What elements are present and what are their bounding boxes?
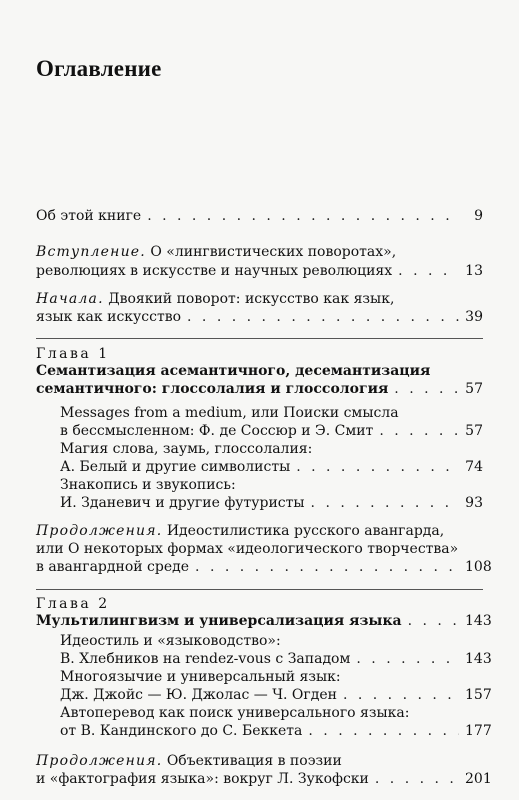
toc-entry-intro-line1[interactable] xyxy=(36,243,483,261)
toc-entry-title: в авангардной среде xyxy=(36,559,190,575)
subsection-line1[interactable]: Идеостиль и «языководство»: xyxy=(60,633,281,649)
chapter-label: Глава 1 xyxy=(36,346,110,362)
page-number: 9 xyxy=(474,208,483,224)
page-number: 177 xyxy=(465,723,492,739)
dot-leader xyxy=(379,422,459,440)
toc-entry-title: Двоякий поворот: искусство как язык, xyxy=(108,291,395,307)
dot-leader xyxy=(398,262,459,280)
toc-entry-title: или О некоторых формах «идеологического творчества» xyxy=(36,541,459,557)
page-number: 201 xyxy=(465,771,492,787)
section-label: Продолжения. xyxy=(36,753,163,769)
page-number: 93 xyxy=(465,495,483,511)
dot-leader xyxy=(296,458,459,476)
subsection-line2[interactable]: в бессмысленном: Ф. де Соссюр и Э. Смит . . . 57 xyxy=(60,422,483,440)
page-number: 57 xyxy=(465,381,483,397)
subsection-line2[interactable]: В. Хлебников на rendez-vous с Западом . . . 143 xyxy=(60,650,483,668)
toc-entry-title: язык как искусство xyxy=(36,309,182,325)
toc-entry-continuation-line1[interactable] xyxy=(36,522,483,540)
toc-entry-beginnings-line1[interactable] xyxy=(36,290,483,308)
section-label: Вступление. xyxy=(36,244,146,260)
toc-entry-continuation-line2[interactable] xyxy=(36,540,483,558)
subsection-line1[interactable]: Знакопись и звукопись: xyxy=(60,477,236,493)
dot-leader xyxy=(343,686,459,704)
subsection-line1[interactable]: Магия слова, заумь, глоссолалия: xyxy=(60,441,313,457)
divider xyxy=(36,338,483,339)
chapter-title-line1[interactable]: Семантизация асемантичного, десемантизация xyxy=(36,363,431,379)
toc-entry-continuation-line1[interactable] xyxy=(36,752,483,770)
toc-entry-continuation-line3[interactable] xyxy=(36,558,492,576)
page-number: 143 xyxy=(465,651,492,667)
toc-entry-title: О «лингвистических поворотах», xyxy=(150,244,397,260)
subsection-line1[interactable]: Автоперевод как поиск универсального языка: xyxy=(60,705,410,721)
toc-entry-intro-line2[interactable] xyxy=(36,262,483,280)
toc-entry-title: и «фактография языка»: вокруг Л. Зукофски xyxy=(36,771,369,787)
page-number: 13 xyxy=(465,263,483,279)
page-title: Оглавление xyxy=(36,56,162,81)
section-label: Продолжения. xyxy=(36,523,163,539)
subsection-line2[interactable]: И. Зданевич и другие футуристы . . . 93 xyxy=(60,494,483,512)
page-number: 57 xyxy=(465,423,483,439)
toc-entry-title: Объективация в поэзии xyxy=(166,753,342,769)
page-number: 157 xyxy=(465,687,492,703)
divider xyxy=(36,589,483,590)
toc-entry-about[interactable] xyxy=(36,207,483,225)
dot-leader xyxy=(311,494,459,512)
toc-entry-continuation-line2[interactable] xyxy=(36,770,492,788)
dot-leader xyxy=(394,380,459,398)
dot-leader xyxy=(187,308,459,326)
dot-leader xyxy=(147,207,459,225)
dot-leader xyxy=(375,770,459,788)
page-number: 143 xyxy=(465,613,492,629)
toc-entry-title: Идеостилистика русского авангарда, xyxy=(166,523,445,539)
chapter-title-line1[interactable]: Мультилингвизм и универсализация языка . . . 143 xyxy=(36,612,483,630)
toc-entry-title: Об этой книге xyxy=(36,208,142,224)
subsection-line2[interactable]: от В. Кандинского до С. Беккета . . . 177 xyxy=(60,722,483,740)
subsection-line2[interactable]: Дж. Джойс — Ю. Джолас — Ч. Огден . . . 157 xyxy=(60,686,483,704)
section-label: Начала. xyxy=(36,291,104,307)
subsection-line1[interactable]: Messages from a medium, или Поиски смысла xyxy=(60,405,399,421)
chapter-title-line2[interactable]: семантичного: глоссолалия и глоссология . . . 57 xyxy=(36,380,483,398)
page-number: 39 xyxy=(465,309,483,325)
chapter-label: Глава 2 xyxy=(36,596,110,612)
subsection-line1[interactable]: Многоязычие и универсальный язык: xyxy=(60,669,341,685)
toc-entry-beginnings-line2[interactable] xyxy=(36,308,483,326)
dot-leader xyxy=(308,722,459,740)
toc-entry-title: революциях в искусстве и научных революциях xyxy=(36,263,393,279)
page-number: 108 xyxy=(465,559,492,575)
dot-leader xyxy=(195,558,459,576)
dot-leader xyxy=(356,650,459,668)
page-number: 74 xyxy=(465,459,483,475)
dot-leader xyxy=(408,612,459,630)
subsection-line2[interactable]: А. Белый и другие символисты . . . 74 xyxy=(60,458,483,476)
